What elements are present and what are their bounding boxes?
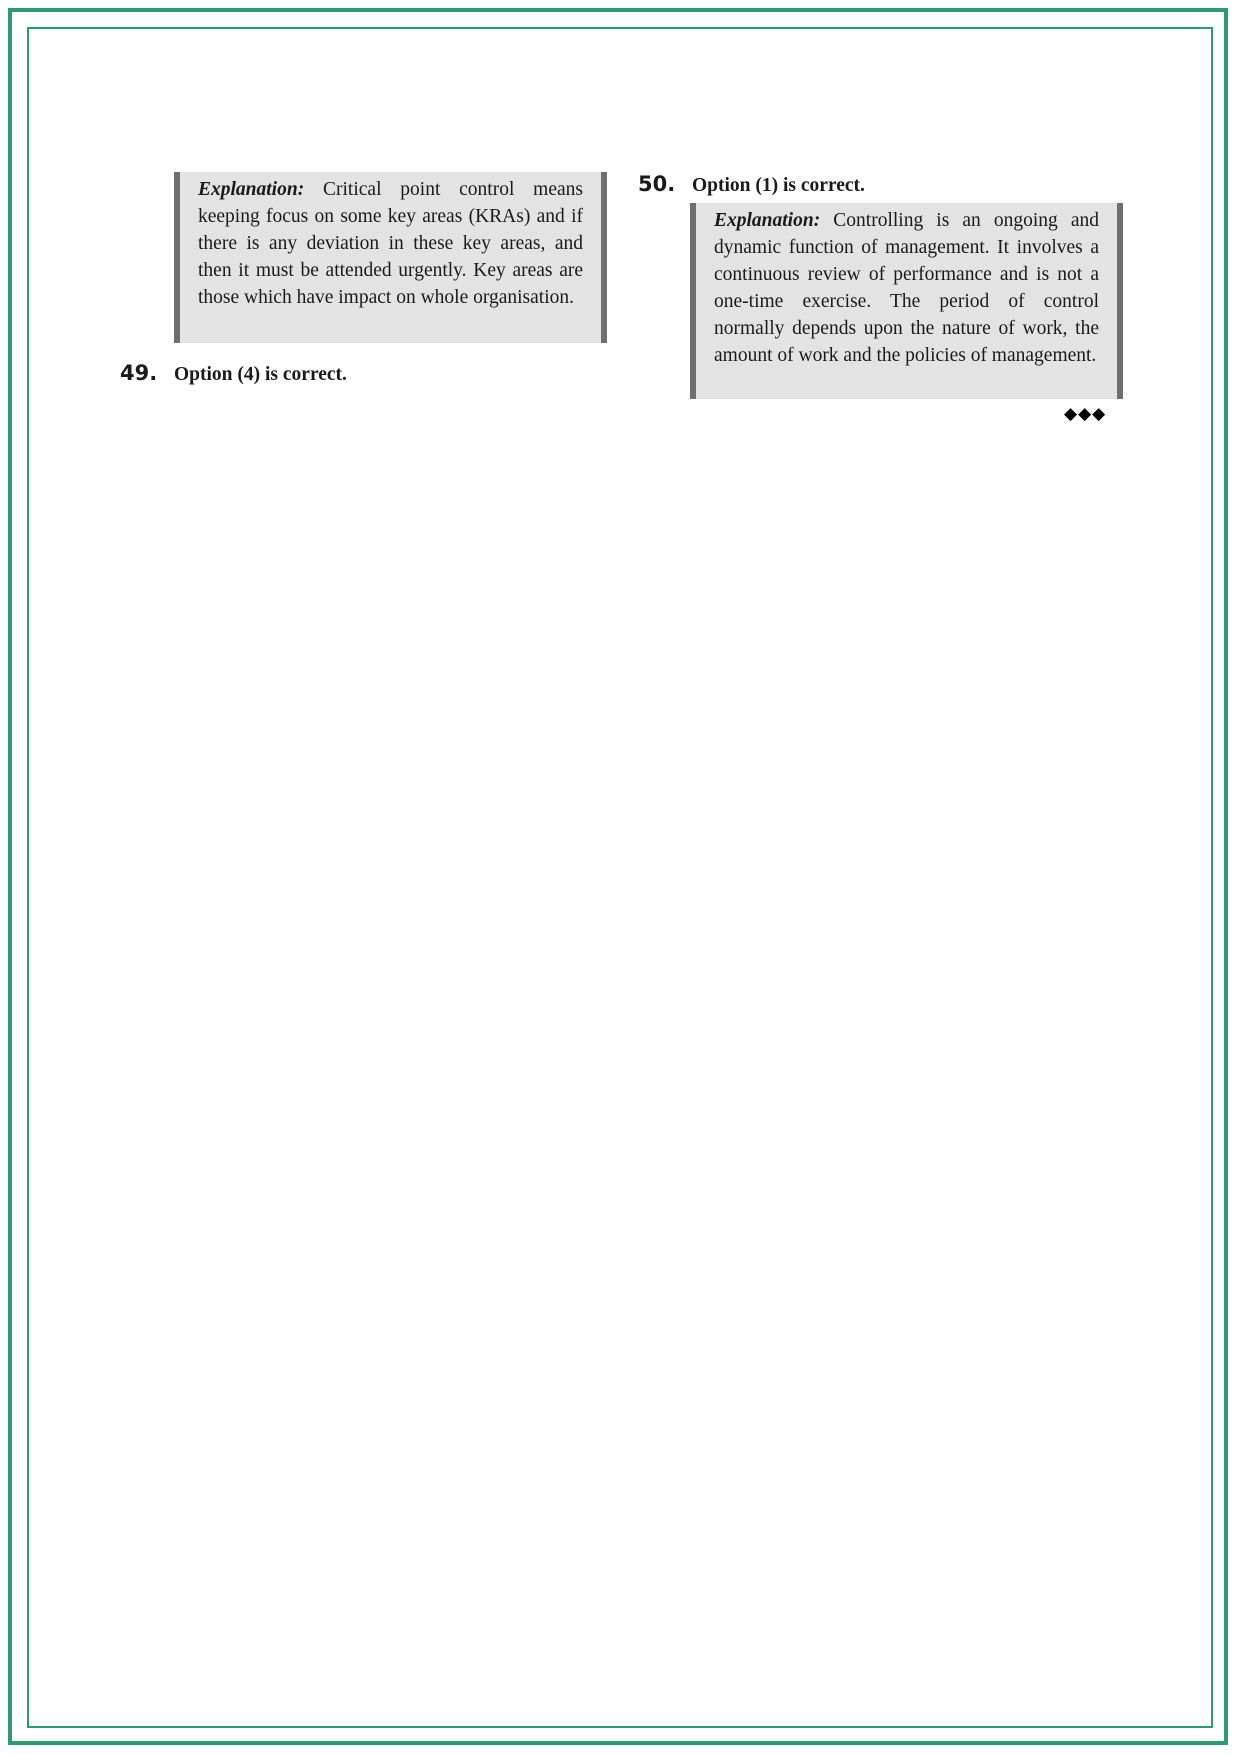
answer-49 [120,361,347,386]
answer-option: Option (1) is correct. [692,175,865,196]
question-number: 50. [638,172,676,196]
end-diamonds-icon: ◆◆◆ [1064,404,1107,424]
question-number: 49. [120,361,158,385]
answer-option: Option (4) is correct. [174,364,347,385]
explanation-text: Critical point control means keeping focus on some key areas (KRAs) and if there is any deviation in these key areas, and then it must be attended urgently. Key areas are those which have impact on whole organisation. [198,179,583,308]
explanation-text: Controlling is an ongoing and dynamic function of management. It involves a continuous review of performance and is not a one-time exercise. The period of control normally depends upon the nature of work, the amount of work and the policies of management. [714,210,1099,366]
answer-50 [638,172,865,197]
explanation-label: Explanation: [714,210,834,231]
explanation-label: Explanation: [198,179,323,200]
explanation-box-48 [174,172,607,343]
explanation-box-50 [690,203,1123,399]
